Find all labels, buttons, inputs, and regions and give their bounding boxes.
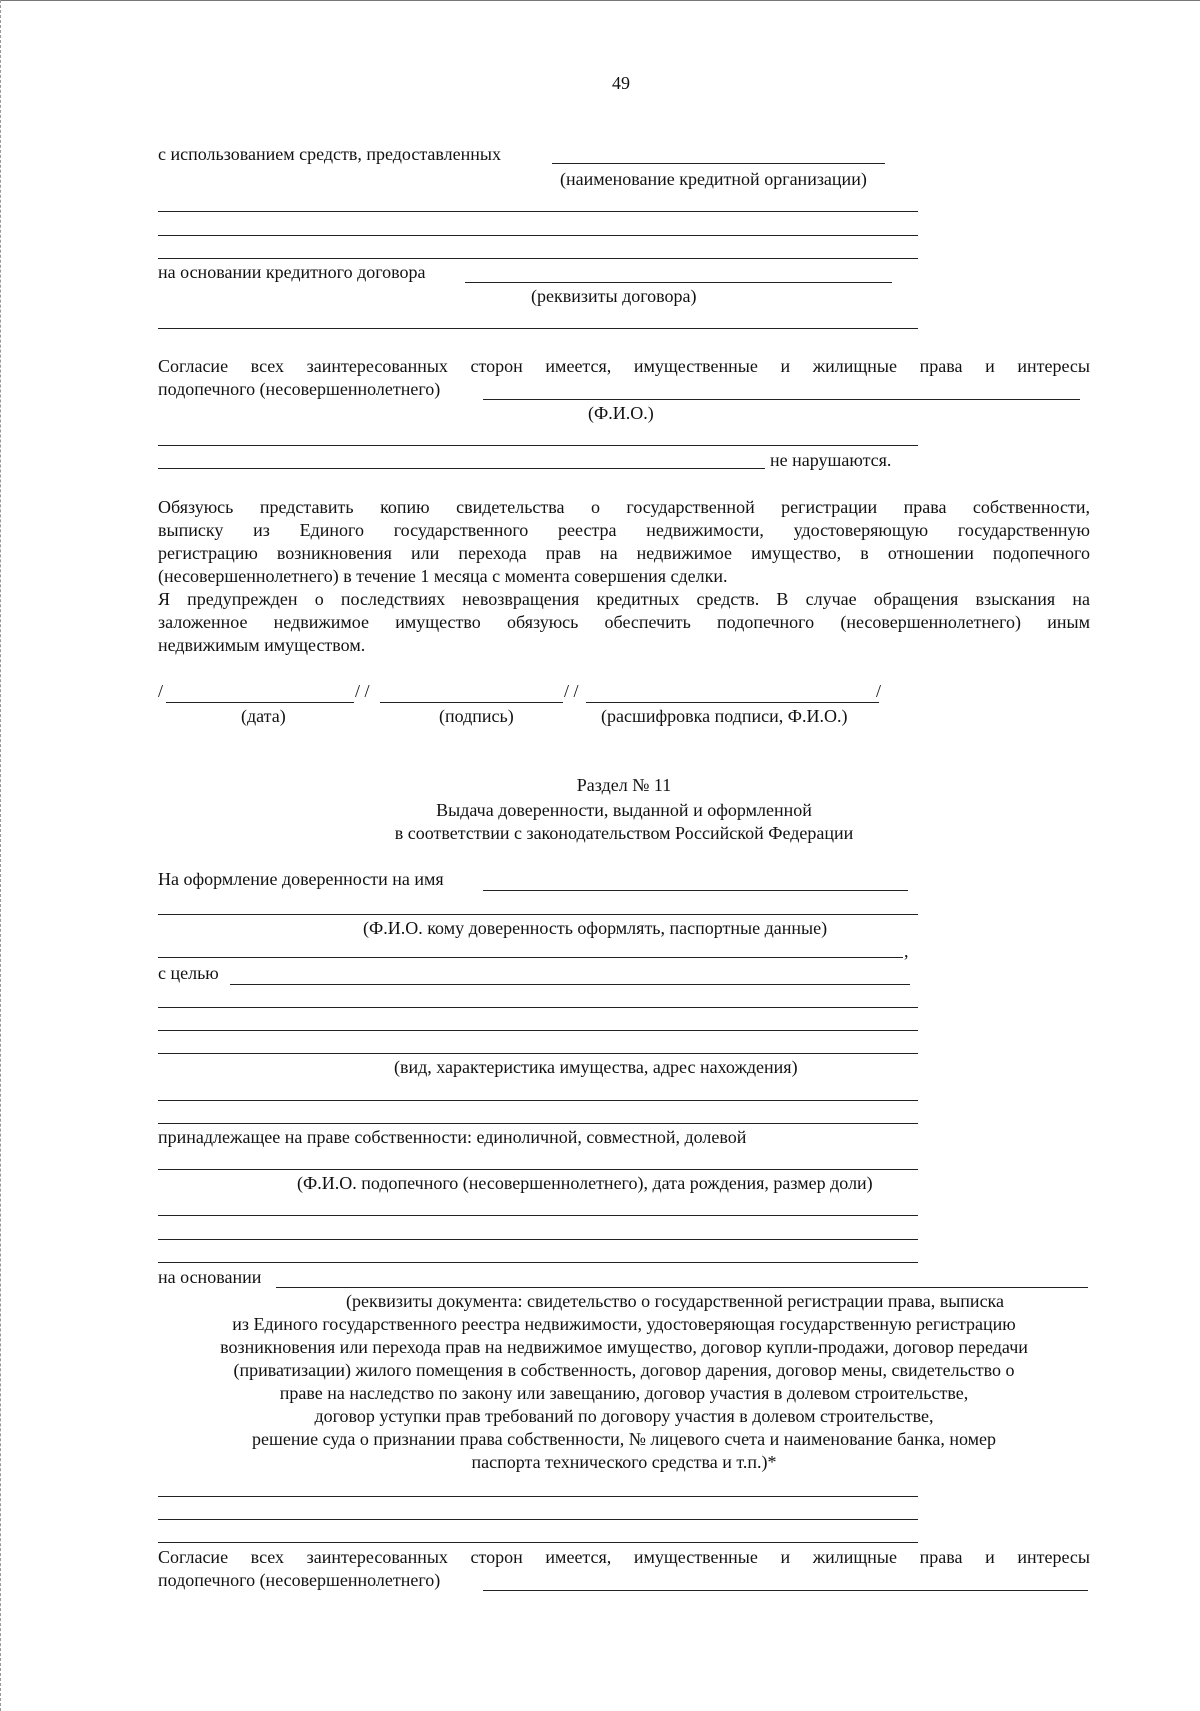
basis-prefix: на основании [158,1267,262,1287]
scan-top-edge [0,0,1200,1]
obligation-line-3: регистрацию возникновения или перехода прав на недвижимое имущество, в отношении подопечного [158,543,1090,563]
fio-caption: (Ф.И.О.) [588,403,654,423]
obligation-line-2: выписку из Единого государственного реестра недвижимости, удостоверяющую государственную [158,520,1090,540]
signature-slash: / / [564,681,579,701]
poa-name-field-line-3[interactable] [158,957,903,958]
scan-left-edge [0,0,1,1711]
contract-caption: (реквизиты договора) [531,286,697,306]
property-field-line-1[interactable] [158,1100,918,1101]
doc-caption-line-6: договор уступки прав требований по договору участия в долевом строительстве, [314,1406,934,1426]
property-caption: (вид, характеристика имущества, адрес нахождения) [394,1057,798,1077]
not-violated-text: не нарушаются. [770,450,892,470]
consent-text-line-2: подопечного (несовершеннолетнего) [158,379,441,399]
poa-prefix: На оформление доверенности на имя [158,869,444,889]
date-caption: (дата) [241,706,286,726]
ward-name-field[interactable] [483,399,1080,400]
obligation-line-1: Обязуюсь представить копию свидетельства о государственной регистрации права собственности, [158,497,1090,517]
document-field-line-2[interactable] [158,1519,918,1520]
credit-contract-field-line-2[interactable] [158,328,918,329]
section-number: Раздел № 11 [576,775,672,795]
warning-line-1: Я предупрежден о последствиях невозвращения кредитных средств. В случае обращения взыскания на [158,589,1090,609]
ward-name-field-line-2[interactable] [158,445,918,446]
document-field-line-1[interactable] [158,1496,918,1497]
doc-caption-line-8: паспорта технического средства и т.п.)* [471,1452,777,1472]
poa-name-field-line-2[interactable] [158,914,918,915]
credit-contract-prefix: на основании кредитного договора [158,262,426,282]
basis-field[interactable] [276,1287,1088,1288]
ward-name-field-section11[interactable] [483,1590,1088,1591]
consent-text-line-1-section11: Согласие всех заинтересованных сторон имеется, имущественные и жилищные права и интересы [158,1547,1090,1567]
credit-org-field-line-4[interactable] [158,258,918,259]
property-field-line-2[interactable] [158,1123,918,1124]
credit-org-field-line-3[interactable] [158,235,918,236]
comma: , [904,941,909,961]
doc-caption-line-4: (приватизации) жилого помещения в собственность, договор дарения, договор мены, свидетельство о [233,1360,1015,1380]
ward-field-line-1[interactable] [158,1169,918,1170]
date-field[interactable] [166,702,354,703]
purpose-field-line-3[interactable] [158,1030,918,1031]
doc-caption-line-3: возникновения или перехода прав на недвижимое имущество, договор купли-продажи, договор передачи [220,1337,1028,1357]
credit-org-caption: (наименование кредитной организации) [560,169,867,189]
consent-text-line-2-section11: подопечного (несовершеннолетнего) [158,1570,441,1590]
signature-caption: (подпись) [439,706,514,726]
obligation-line-4: (несовершеннолетнего) в течение 1 месяца с момента совершения сделки. [158,566,728,586]
doc-caption-line-2: из Единого государственного реестра недвижимости, удостоверяющая государственную регистрацию [232,1314,1016,1334]
credit-org-field-line-2[interactable] [158,211,918,212]
doc-caption-line-7: решение суда о признании права собственности, № лицевого счета и наименование банка, номер [251,1429,996,1449]
ward-field-line-3[interactable] [158,1239,918,1240]
signature-decode-field[interactable] [586,702,879,703]
consent-text-line-1: Согласие всех заинтересованных сторон имеется, имущественные и жилищные права и интересы [158,356,1090,376]
doc-caption-line-1: (реквизиты документа: свидетельство о государственной регистрации права, выписка [345,1291,1005,1311]
signature-decode-caption: (расшифровка подписи, Ф.И.О.) [601,706,848,726]
section-title-line-1: Выдача доверенности, выданной и оформленной [436,800,812,820]
poa-caption: (Ф.И.О. кому доверенность оформлять, паспортные данные) [363,918,828,938]
doc-caption-line-5: праве на наследство по закону или завещанию, договор участия в долевом строительстве, [279,1383,969,1403]
warning-line-3: недвижимым имуществом. [158,635,366,655]
purpose-prefix: с целью [158,963,219,983]
warning-line-2: заложенное недвижимое имущество обязуюсь обеспечить подопечного (несовершеннолетнего) иным [158,612,1090,632]
section-title-line-2: в соответствии с законодательством Российской Федерации [394,823,854,843]
credit-org-prefix: с использованием средств, предоставленных [158,144,502,164]
purpose-field-line-4[interactable] [158,1053,918,1054]
signature-slash: / / [355,681,370,701]
ward-field-line-2[interactable] [158,1215,918,1216]
ward-name-field-line-3[interactable] [158,468,765,469]
signature-slash: / [158,681,164,701]
credit-org-field[interactable] [552,163,885,164]
purpose-field[interactable] [230,984,910,985]
page-number: 49 [612,73,630,93]
ward-field-line-4[interactable] [158,1262,918,1263]
purpose-field-line-2[interactable] [158,1007,918,1008]
poa-name-field[interactable] [483,890,908,891]
signature-slash: / [876,681,882,701]
document-field-line-3[interactable] [158,1542,918,1543]
ward-caption: (Ф.И.О. подопечного (несовершеннолетнего), дата рождения, размер доли) [297,1173,873,1193]
credit-contract-field[interactable] [465,282,892,283]
ownership-text: принадлежащее на праве собственности: единоличной, совместной, долевой [158,1127,747,1147]
signature-field[interactable] [380,702,563,703]
